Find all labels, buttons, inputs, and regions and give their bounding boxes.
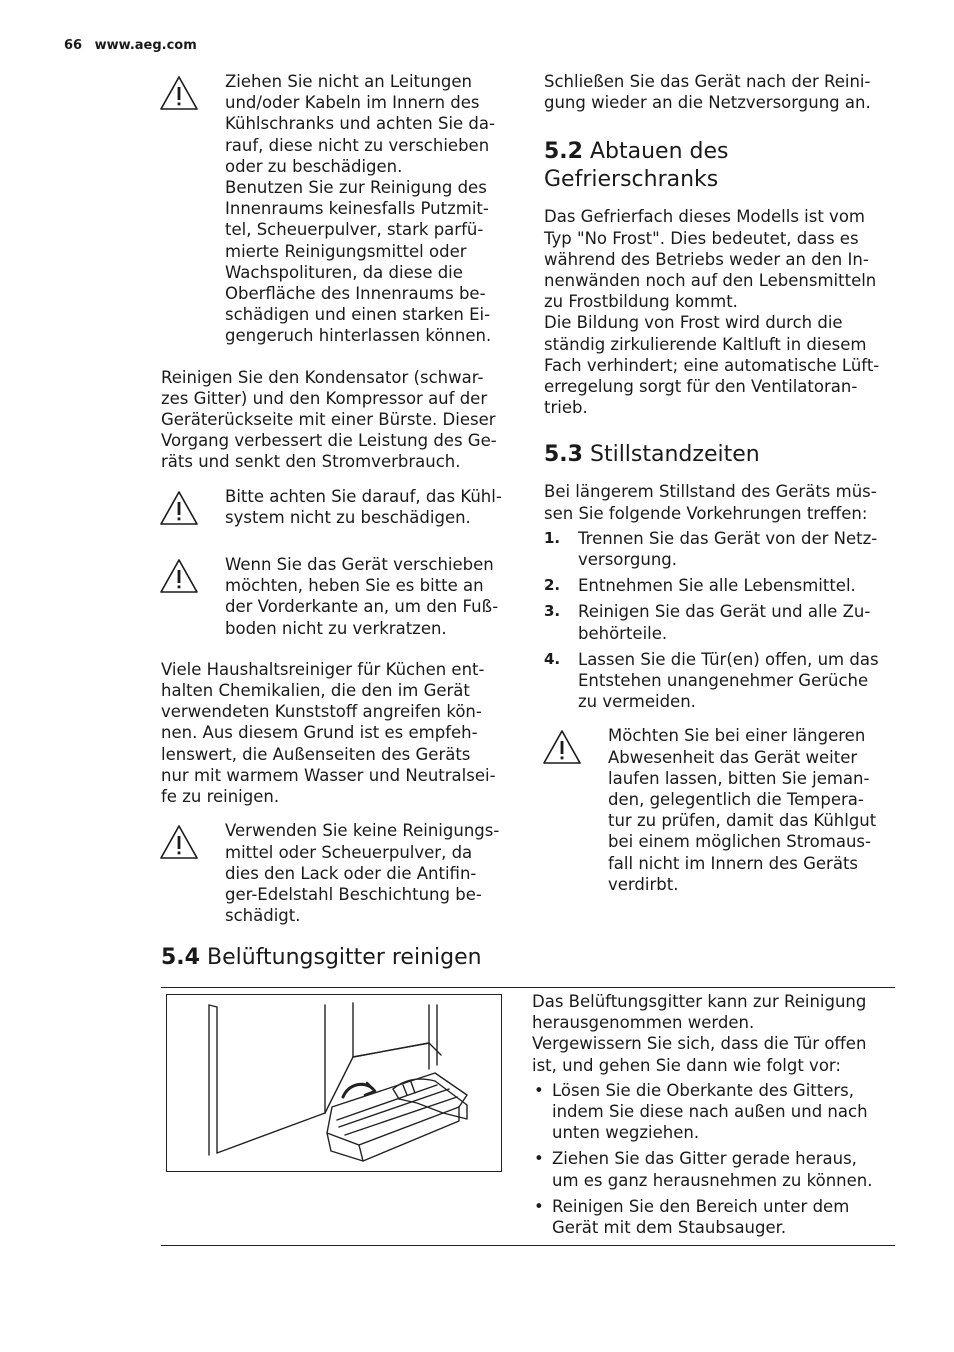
warning-icon: [159, 824, 199, 860]
list-item: 4. Lassen Sie die Tür(en) offen, um das Entstehen unangenehmer Gerüche zu vermeiden.: [544, 649, 879, 712]
warning-icon: [159, 558, 199, 594]
warning-icon: [542, 729, 582, 765]
section-body: Das Gefrierfach dieses Modells ist vom Typ "No Frost". Dies bedeutet, dass es während des Betriebs weder an den In- nenwänden noch auf den Lebensmitteln zu Frostbildung kommt. Die Bildung von Frost wird durch die ständig zirkulierende Kaltluft in diesem Fach verhindert; eine automatische Lüft- erregelung sorgt für den Ventilatoran- trieb.: [544, 207, 880, 418]
warning-block: [161, 820, 513, 926]
warning-block: [161, 486, 513, 528]
warning-icon: [159, 75, 199, 111]
list-item: 1. Trennen Sie das Gerät von der Netz- versorgung.: [544, 528, 878, 570]
page-header: [64, 38, 197, 53]
warning-icon: [159, 490, 199, 526]
section-heading: 5.2 Abtauen des Gefrierschranks: [544, 139, 729, 193]
page-number: 66: [64, 38, 83, 53]
warning-text: Verwenden Sie keine Reinigungs- mittel oder Scheuerpulver, da dies den Lack oder die Antifin- ger-Edelstahl Beschichtung be- schädigt.: [225, 821, 500, 926]
warning-block: [544, 725, 896, 895]
warning-block: [161, 71, 513, 347]
paragraph: Viele Haushaltsreiniger für Küchen ent- halten Chemikalien, die den im Gerät verwendeten Kunststoff angreifen kön- nen. Aus diesem Grund ist es empfeh- lenswert, die Außenseiten des Geräts nur mit warmem Wasser und Neutralsei- fe zu reinigen.: [161, 659, 496, 807]
warning-text: Ziehen Sie nicht an Leitungen und/oder Kabeln im Innern des Kühlschranks und achten Sie da- rauf, diese nicht zu verschieben oder zu beschädigen. Benutzen Sie zur Reinigung des Innenraums keinesfalls Putzmit- tel, Scheuerpulver, stark parfü- mierte Reinigungsmittel oder Wachspolituren, da diese die Oberfläche des Innenraums be- schädigen und einen starken Ei- gengeruch hinterlassen können.: [225, 72, 495, 346]
section-heading: 5.3 Stillstandzeiten: [544, 442, 760, 468]
section-intro: Bei längerem Stillstand des Geräts müs- sen Sie folgende Vorkehrungen treffen:: [544, 482, 877, 523]
grille-removal-drawing: [167, 995, 501, 1171]
paragraph: Schließen Sie das Gerät nach der Reini- gung wieder an die Netzversorgung an.: [544, 72, 871, 113]
divider: [161, 987, 895, 988]
warning-text: Wenn Sie das Gerät verschieben möchten, heben Sie es bitte an der Vorderkante an, um den Fuß- boden nicht zu verkratzen.: [225, 555, 499, 638]
divider: [161, 1245, 895, 1246]
section-heading: 5.4 Belüftungsgitter reinigen: [161, 945, 482, 970]
section-5-4-text: [532, 991, 897, 1238]
header-url: www.aeg.com: [94, 38, 197, 53]
list-item: 2. Entnehmen Sie alle Lebensmittel.: [544, 576, 856, 596]
warning-block: [161, 554, 513, 639]
list-item: • Lösen Sie die Oberkante des Gitters, indem Sie diese nach außen und nach unten wegziehen.: [532, 1080, 897, 1144]
list-item: • Ziehen Sie das Gitter gerade heraus, um es ganz herausnehmen zu können.: [532, 1148, 897, 1190]
list-item: • Reinigen Sie den Bereich unter dem Gerät mit dem Staubsauger.: [532, 1196, 897, 1238]
warning-text: Bitte achten Sie darauf, das Kühl- system nicht zu beschädigen.: [225, 486, 502, 527]
steps-list: [544, 528, 896, 713]
warning-text: Möchten Sie bei einer längeren Abwesenheit das Gerät weiter laufen lassen, bitten Sie jeman- den, gelegentlich die Tempera- tur zu prüfen, damit das Kühlgut bei einem möglichen Stromaus- fall nicht im Innern des Geräts verdirbt.: [608, 726, 877, 894]
list-item: 3. Reinigen Sie das Gerät und alle Zu- behörteile.: [544, 602, 871, 643]
left-column: [161, 71, 513, 926]
paragraph: Reinigen Sie den Kondensator (schwar- zes Gitter) und den Kompressor auf der Geräterückseite mit einer Bürste. Dieser Vorgang verbessert die Leistung des Ge- räts und senkt den Stromverbrauch.: [161, 367, 497, 472]
bullet-list: [532, 1080, 897, 1238]
right-column: [544, 71, 896, 895]
section-intro: Das Belüftungsgitter kann zur Reinigung herausgenommen werden. Vergewissern Sie sich, dass die Tür offen ist, und gehen Sie dann wie folgt vor:: [532, 992, 867, 1075]
illustration-vent-grille: [166, 994, 502, 1172]
